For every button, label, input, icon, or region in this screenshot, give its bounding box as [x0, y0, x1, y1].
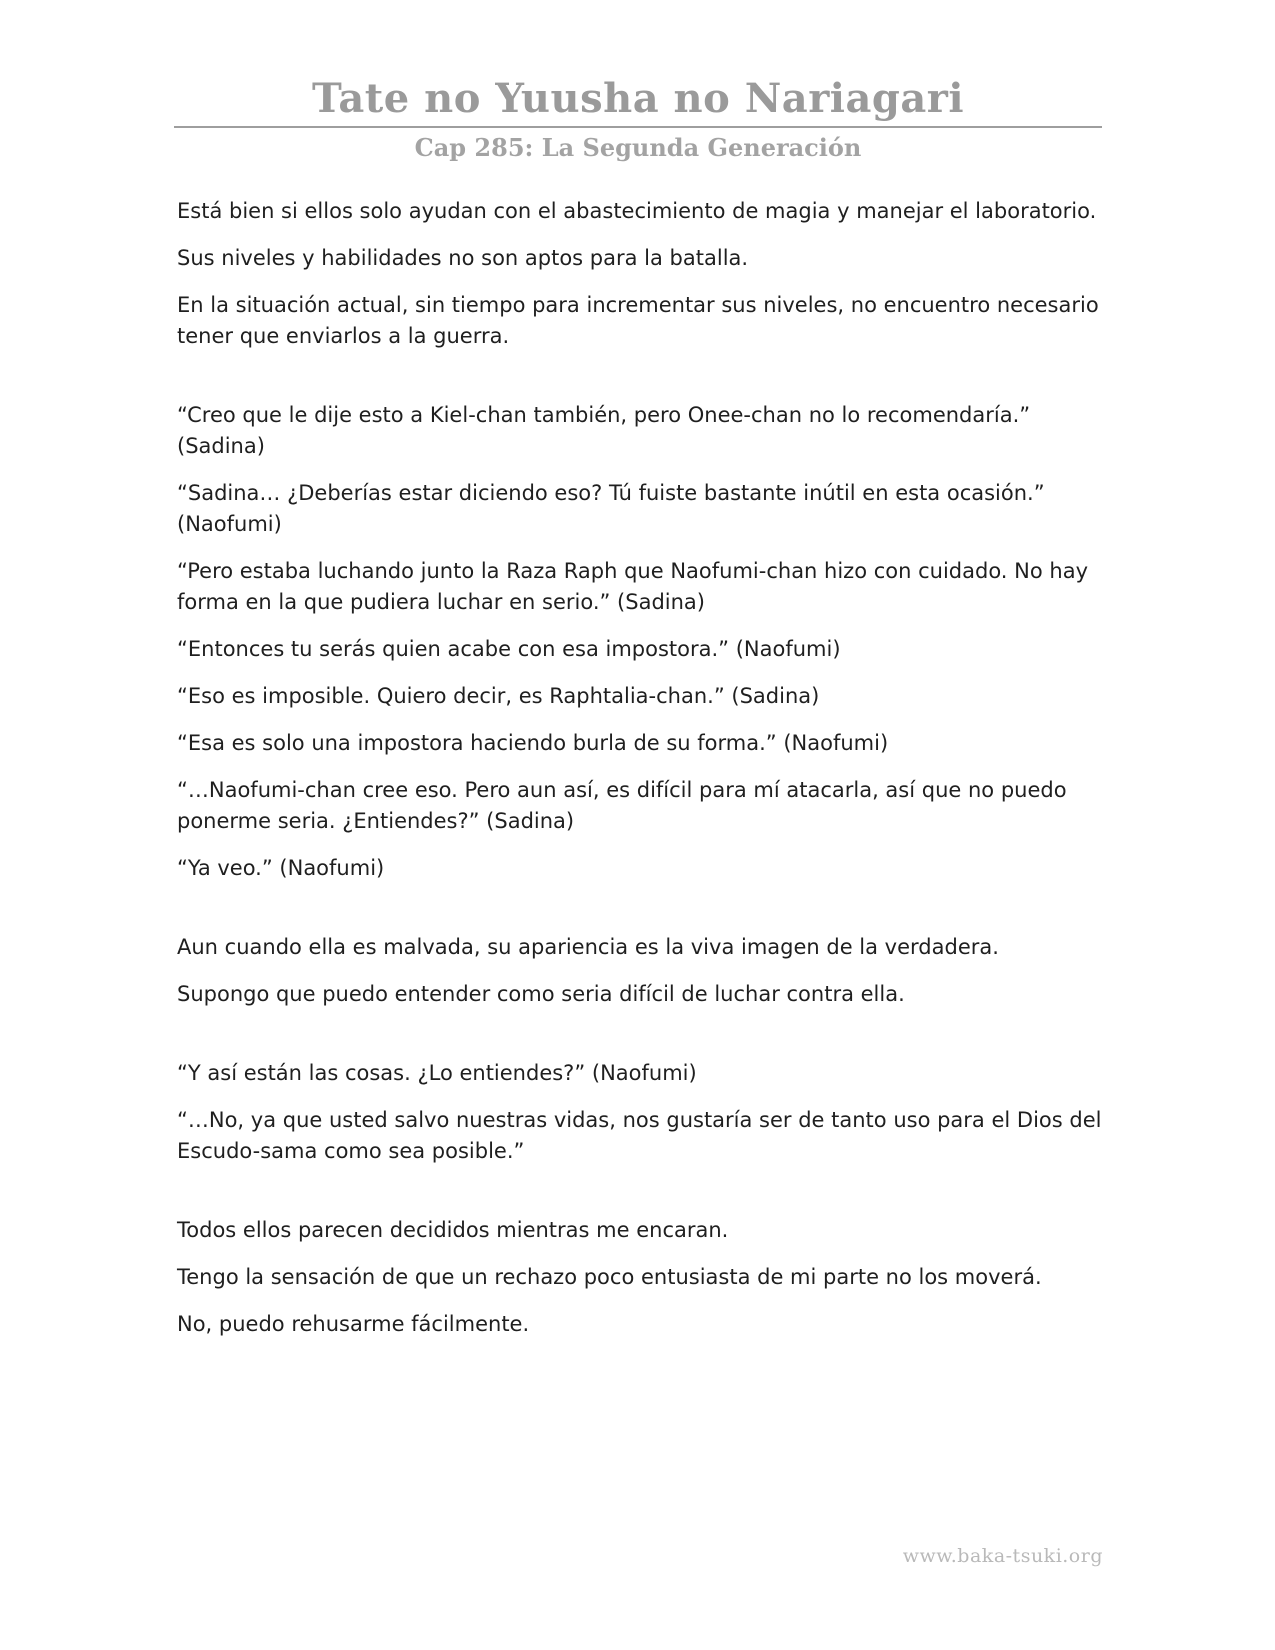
paragraph: Aun cuando ella es malvada, su apariencia es la viva imagen de la verdadera. [177, 935, 999, 959]
paragraph: Sus niveles y habilidades no son aptos para la batalla. [177, 246, 749, 270]
paragraph: “Ya veo.” (Naofumi) [177, 856, 385, 880]
paragraph: “Pero estaba luchando junto la Raza Raph que Naofumi-chan hizo con cuidado. No hay forma en la que pudiera luchar en serio.” (Sadina) [177, 559, 1088, 614]
paragraph: “Sadina… ¿Deberías estar diciendo eso? Tú fuiste bastante inútil en esta ocasión.” (Naofumi) [177, 481, 1045, 536]
paragraph: “…Naofumi-chan cree eso. Pero aun así, es difícil para mí atacarla, así que no puedo ponerme seria. ¿Entiendes?” (Sadina) [177, 778, 1067, 833]
paragraph: “Eso es imposible. Quiero decir, es Raphtalia-chan.” (Sadina) [177, 684, 820, 708]
paragraph: En la situación actual, sin tiempo para incrementar sus niveles, no encuentro necesario tener que enviarlos a la guerra. [177, 293, 1099, 348]
paragraph: Todos ellos parecen decididos mientras me encaran. [177, 1218, 729, 1242]
chapter-title: Cap 285: La Segunda Generación [414, 133, 862, 162]
paragraph: “Esa es solo una impostora haciendo burla de su forma.” (Naofumi) [177, 731, 889, 755]
paragraph: “…No, ya que usted salvo nuestras vidas, nos gustaría ser de tanto uso para el Dios del Escudo-sama como sea posible.” [177, 1108, 1102, 1163]
book-title: Tate no Yuusha no Nariagari [311, 75, 965, 122]
paragraph: Supongo que puedo entender como seria difícil de luchar contra ella. [177, 982, 905, 1006]
paragraph: Está bien si ellos solo ayudan con el abastecimiento de magia y manejar el laboratorio. [177, 199, 1097, 223]
page-header [174, 72, 1102, 168]
paragraph: “Entonces tu serás quien acabe con esa impostora.” (Naofumi) [177, 637, 841, 661]
paragraph: Tengo la sensación de que un rechazo poco entusiasta de mi parte no los moverá. [177, 1265, 1042, 1289]
paragraph: “Creo que le dije esto a Kiel-chan también, pero Onee-chan no lo recomendaría.” (Sadina) [177, 403, 1031, 458]
paragraph: “Y así están las cosas. ¿Lo entiendes?” (Naofumi) [177, 1061, 697, 1085]
paragraph: No, puedo rehusarme fácilmente. [177, 1312, 530, 1336]
footer-site-url: www.baka-tsuki.org [902, 1545, 1103, 1567]
chapter-body [177, 196, 1107, 1356]
